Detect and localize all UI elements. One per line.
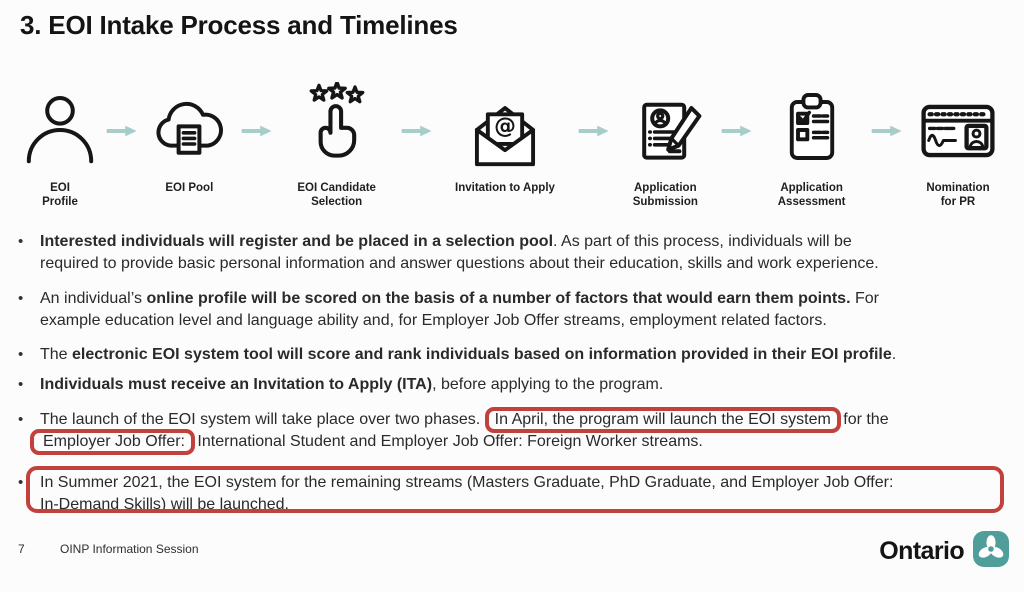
pr-card-icon [915, 82, 1001, 172]
svg-text:@: @ [494, 114, 516, 139]
bullet-text-line [40, 344, 1008, 366]
flow-step-candidate-selection [273, 82, 401, 209]
bullet-list [18, 231, 1008, 516]
ontario-brand [879, 530, 1010, 573]
step-label: EOI Candidate [297, 182, 376, 194]
cloud-document-icon [147, 82, 231, 172]
person-icon [20, 82, 100, 172]
highlight-box [30, 429, 195, 455]
highlight-box [485, 407, 841, 433]
step-label: EOI [50, 182, 70, 194]
bullet-text-line [40, 231, 1008, 253]
bullet-item [18, 472, 1008, 516]
trillium-logo-icon [972, 530, 1010, 573]
bullet-text-segment: An individual’s [40, 290, 147, 307]
bullet-text-segment: example education level and language ability and, for Employer Job Offer streams, employment related factors. [40, 312, 827, 329]
bullet-item [18, 231, 1008, 275]
bullet-text-line [40, 431, 1008, 453]
bullet-text-line [40, 374, 1008, 396]
bullet-item [18, 344, 1008, 366]
flow-step-eoi-profile [14, 82, 106, 209]
flow-step-nomination-for-pr [902, 82, 1014, 209]
bullet-text-segment: The [40, 346, 73, 363]
bullet-text-segment: In April, the program will launch the EOI system [494, 411, 831, 428]
bullet-marker: • [18, 346, 24, 363]
bullet-text-line [40, 288, 1008, 310]
bullet-text-line [40, 253, 1008, 275]
flow-arrow-icon [401, 122, 432, 140]
flow-arrow-icon [871, 122, 902, 140]
step-label: EOI Pool [165, 182, 214, 194]
open-envelope-icon [466, 82, 544, 172]
flow-arrow-icon [106, 122, 137, 140]
bullet-text-segment: . As part of this process, individuals will be [553, 233, 852, 250]
bullet-marker: • [18, 474, 24, 491]
flow-arrow-icon [241, 122, 272, 140]
step-label: Application [634, 182, 697, 194]
flow-arrow-icon [578, 122, 609, 140]
flow-step-eoi-pool [137, 82, 241, 195]
footer-text: OINP Information Session [60, 542, 199, 556]
bullet-text-segment: Individuals must receive an Invitation to Apply (ITA) [40, 376, 433, 393]
bullet-text-segment: Employer Job Offer: [43, 433, 185, 450]
bullet-text-segment: for the [838, 411, 889, 428]
bullet-text-segment: For [850, 290, 879, 307]
step-label: Submission [632, 196, 698, 208]
bullet-text-segment: , before applying to the program. [432, 376, 664, 393]
bullet-text-segment: In Summer 2021, the EOI system for the remaining streams (Masters Graduate, PhD Graduate, and Employer Job Offer: [40, 474, 894, 491]
bullet-text-segment: . [891, 346, 897, 363]
document-pencil-icon [624, 82, 706, 172]
flow-step-application-assessment [753, 82, 871, 209]
step-label: Profile [42, 196, 78, 208]
ontario-wordmark: Ontario [879, 537, 964, 565]
bullet-item [18, 288, 1008, 332]
bullet-item [18, 409, 1008, 453]
bullet-text-line [40, 409, 1008, 431]
bullet-text-segment: online profile will be scored on the basis of a number of factors that would earn them points. [146, 290, 851, 307]
flow-arrow-icon [721, 122, 752, 140]
bullet-marker: • [18, 411, 24, 428]
hand-stars-icon [295, 82, 379, 172]
bullet-text-segment: required to provide basic personal information and answer questions about their education, skills and work experience. [40, 255, 879, 272]
page-title: 3. EOI Intake Process and Timelines [20, 10, 458, 40]
page-number: 7 [18, 542, 25, 556]
bullet-text-segment: International Student and Employer Job Offer: Foreign Worker streams. [192, 433, 703, 450]
clipboard-check-icon [773, 82, 851, 172]
step-label: Invitation to Apply [455, 182, 555, 194]
step-label: Application [780, 182, 843, 194]
bullet-marker: • [18, 233, 24, 250]
bullet-text-line [40, 310, 1008, 332]
bullet-text-segment: electronic EOI system tool will score and rank individuals based on information provided in their EOI profile [72, 346, 892, 363]
bullet-marker: • [18, 376, 24, 393]
flow-step-invitation-to-apply [432, 82, 578, 195]
step-label: Selection [311, 196, 363, 208]
step-label: Assessment [777, 196, 846, 208]
slide-footer [18, 542, 199, 556]
bullet-text-line [40, 494, 1008, 516]
bullet-text-line [40, 472, 1008, 494]
flow-step-application-submission [609, 82, 721, 209]
bullet-text-segment: In-Demand Skills) will be launched. [40, 496, 289, 513]
bullet-text-segment: The launch of the EOI system will take place over two phases. [40, 411, 485, 428]
bullet-text-segment: Interested individuals will register and be placed in a selection pool [40, 233, 554, 250]
step-label: Nomination [926, 182, 990, 194]
process-flow-diagram [14, 82, 1014, 209]
bullet-marker: • [18, 290, 24, 307]
step-label: for PR [940, 196, 976, 208]
bullet-item [18, 374, 1008, 396]
